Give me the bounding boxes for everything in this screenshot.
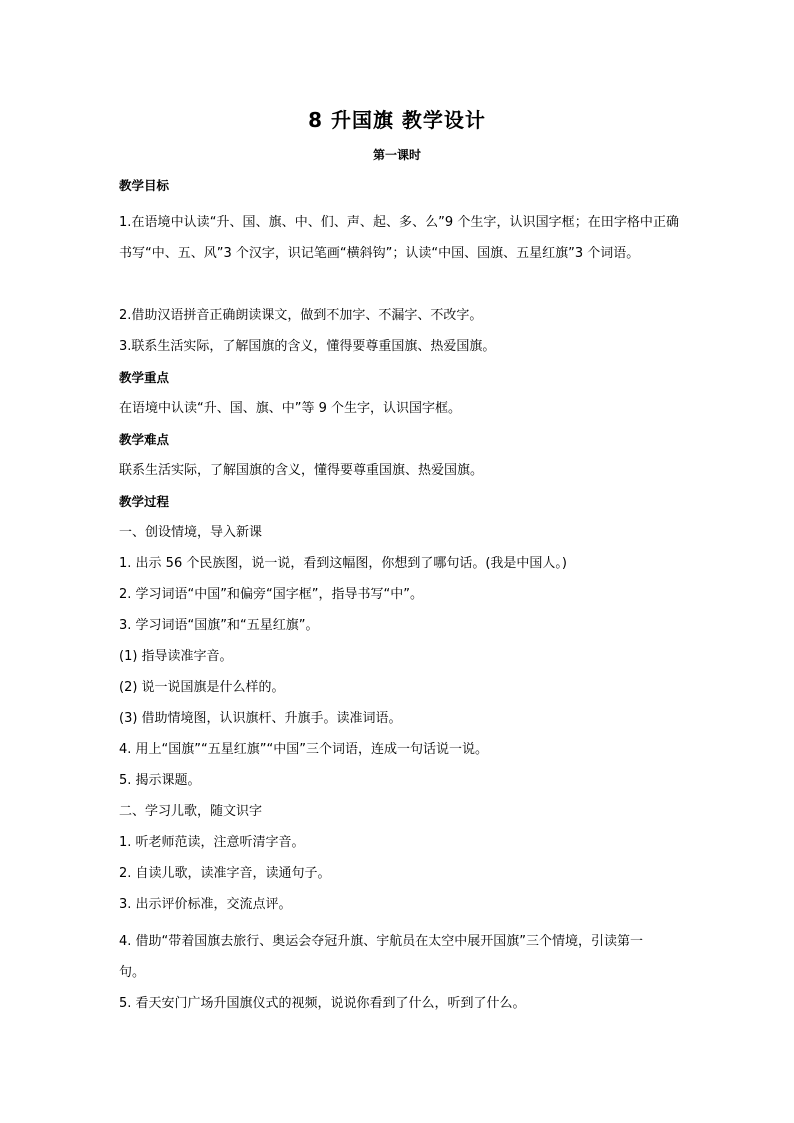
goal-item-2: 2.借助汉语拼音正确朗读课文，做到不加字、不漏字、不改字。 <box>119 308 483 323</box>
section-heading-2: 二、学习儿歌，随文识字 <box>119 804 263 819</box>
document-title: 8 升国旗 教学设计 <box>308 108 486 132</box>
goals-heading: 教学目标 <box>119 178 170 193</box>
list-item: 3. 学习词语“国旗”和“五星红旗”。 <box>119 618 319 633</box>
list-item: 5. 看天安门广场升国旗仪式的视频，说说你看到了什么，听到了什么。 <box>119 996 526 1011</box>
list-item: 2. 学习词语“中国”和偏旁“国字框”，指导书写“中”。 <box>119 587 423 602</box>
section-heading-1: 一、创设情境，导入新课 <box>119 525 263 540</box>
key-points-heading: 教学重点 <box>119 370 170 385</box>
document-subtitle: 第一课时 <box>372 148 421 162</box>
list-item: 1. 出示 56 个民族图，说一说，看到这幅图，你想到了哪句话。(我是中国人。) <box>119 556 567 571</box>
list-item: 2. 自读儿歌，读准字音，读通句子。 <box>119 866 331 881</box>
goal-item-1: 1.在语境中认读“升、国、旗、中、们、声、起、多、么”9 个生字，认识国字框；在田字格中正确书写“中、五、风”3 个汉字，识记笔画“横斜钩”；认读“中国、国旗、五星红旗”3 个词语。 <box>119 215 679 261</box>
list-subitem: (2) 说一说国旗是什么样的。 <box>119 680 285 695</box>
list-item: 5. 揭示课题。 <box>119 773 201 788</box>
difficulty-text: 联系生活实际，了解国旗的含义，懂得要尊重国旗、热爱国旗。 <box>119 463 484 478</box>
process-heading: 教学过程 <box>119 494 170 509</box>
goal-item-3: 3.联系生活实际，了解国旗的含义，懂得要尊重国旗、热爱国旗。 <box>119 339 496 354</box>
difficulty-heading: 教学难点 <box>119 432 170 447</box>
list-subitem: (3) 借助情境图，认识旗杆、升旗手。读准词语。 <box>119 711 402 726</box>
list-item: 4. 用上“国旗”“五星红旗”“中国”三个词语，连成一句话说一说。 <box>119 742 488 757</box>
list-item: 1. 听老师范读，注意听清字音。 <box>119 835 305 850</box>
list-item: 4. 借助“带着国旗去旅行、奥运会夺冠升旗、宇航员在太空中展开国旗”三个情境，引读第一句。 <box>119 934 644 980</box>
key-points-text: 在语境中认读“升、国、旗、中”等 9 个生字，认识国字框。 <box>119 401 462 416</box>
list-subitem: (1) 指导读准字音。 <box>119 649 233 664</box>
document-body <box>119 176 679 1025</box>
list-item: 3. 出示评价标准，交流点评。 <box>119 897 292 912</box>
